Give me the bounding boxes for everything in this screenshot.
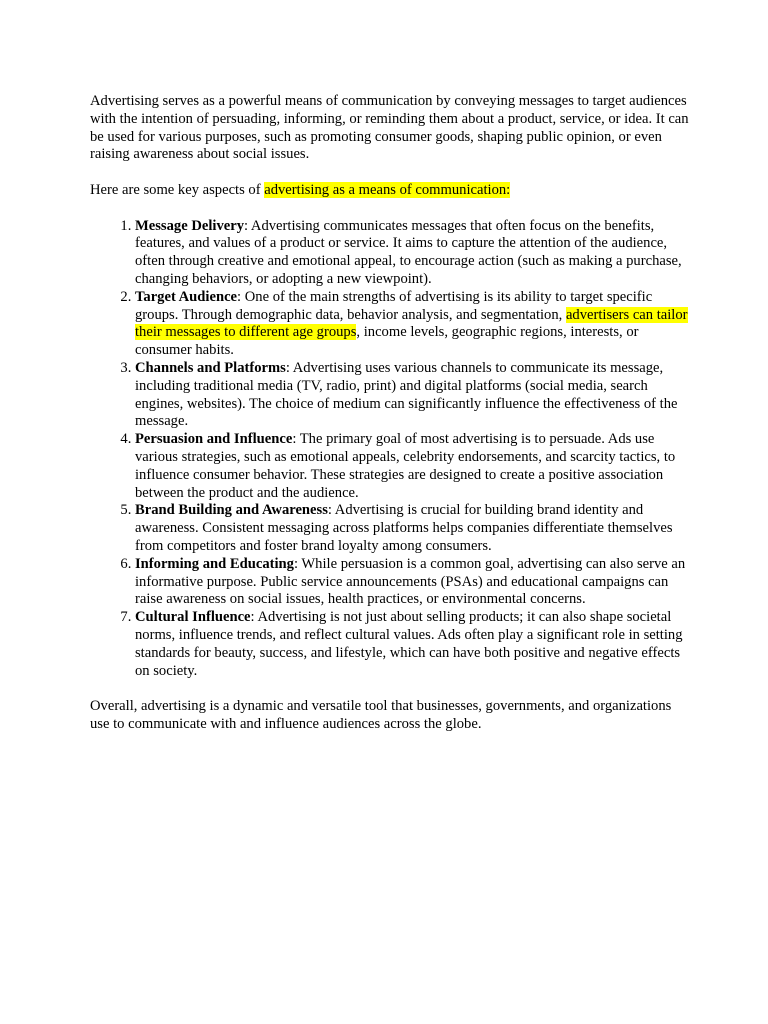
lead-prefix: Here are some key aspects of: [90, 181, 265, 198]
list-item-message-delivery: [135, 218, 690, 289]
lead-paragraph: [90, 182, 690, 200]
list-item-informing-and-educating: [135, 556, 690, 609]
list-item-term: Channels and Platforms: [135, 359, 286, 376]
list-item-channels-and-platforms: [135, 360, 690, 431]
list-item-text: : While persuasion is a common goal, advertising can also serve an informative purpose. Public service announcements (PSAs) and educational campaigns can raise awareness on social issues, health practices, or environmental concerns.: [135, 555, 686, 608]
list-item-cultural-influence: [135, 609, 690, 680]
intro-paragraph: Advertising serves as a powerful means of communication by conveying messages to target audiences with the intention of persuading, informing, or reminding them about a product, service, or idea. It can be used for various purposes, such as promoting consumer goods, shaping public opinion, or even raising awareness about social issues.: [90, 93, 689, 163]
conclusion-paragraph: Overall, advertising is a dynamic and versatile tool that businesses, governments, and organizations use to communicate with and influence audiences across the globe.: [90, 698, 672, 732]
aspects-list: [90, 218, 690, 681]
list-item-text: : One of the main strengths of advertising is its ability to target specific groups. Through demographic data, behavior analysis, and segmentation,: [135, 288, 653, 323]
list-item-text: : Advertising is not just about selling products; it can also shape societal norms, influence trends, and reflect cultural values. Ads often play a significant role in setting standards for beauty, success, and lifestyle, which can have both positive and negative effects on society.: [135, 609, 683, 679]
list-item-term: Brand Building and Awareness: [135, 502, 328, 519]
document-page: [90, 93, 690, 734]
list-item-text: : Advertising communicates messages that often focus on the benefits, features, and values of a product or service. It aims to capture the attention of the audience, often through creative and emotional appeal, to encourage action (such as making a purchase, changing behaviors, or adopting a new viewpoint).: [135, 217, 682, 287]
list-item-text: : The primary goal of most advertising is to persuade. Ads use various strategies, such as emotional appeals, celebrity endorsements, and scarcity tactics, to influence consumer behavior. These strategies are designed to create a positive association between the product and the audience.: [135, 431, 676, 501]
list-item-text: : Advertising is crucial for building brand identity and awareness. Consistent messaging across platforms helps companies differentiate themselves from competitors and foster brand loyalty among consumers.: [135, 502, 673, 554]
list-item-term: Cultural Influence: [135, 609, 251, 626]
list-item-text-after: , income levels, geographic regions, interests, or consumer habits.: [135, 324, 639, 359]
list-item-brand-building: [135, 502, 690, 555]
lead-highlight: advertising as a means of communication:: [264, 181, 511, 198]
list-item-persuasion-and-influence: [135, 431, 690, 502]
list-item-term: Message Delivery: [135, 217, 245, 234]
list-item-term: Target Audience: [135, 288, 238, 305]
list-item-target-audience: [135, 289, 690, 360]
list-item-text: : Advertising uses various channels to communicate its message, including traditional media (TV, radio, print) and digital platforms (social media, search engines, websites). The choice of medium can significantly influence the effectiveness of the message.: [135, 359, 678, 430]
list-item-term: Persuasion and Influence: [135, 431, 293, 448]
list-item-highlight: advertisers can tailor their messages to different age groups: [135, 306, 688, 341]
list-item-term: Informing and Educating: [135, 555, 294, 572]
